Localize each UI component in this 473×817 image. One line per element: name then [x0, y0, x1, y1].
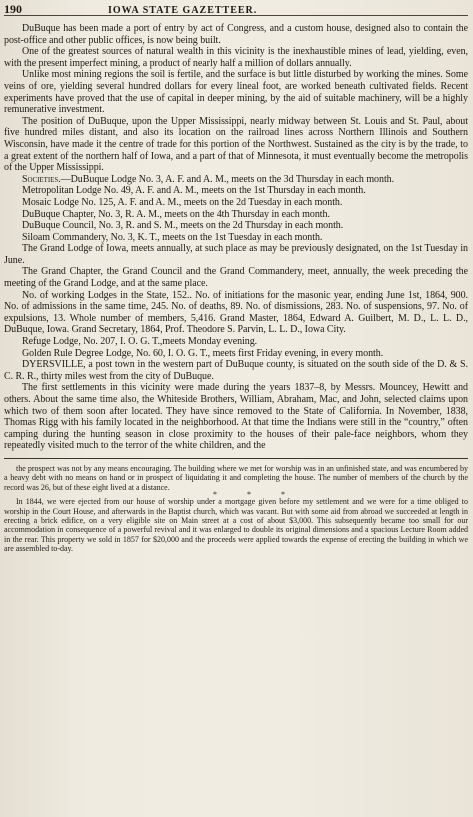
page-header	[4, 2, 468, 16]
footnote-prospect: the prospect was not by any means encouraging. The building where we met for worship was in an unfinished state, and was encumbered by a heavy debt with no means on hand or in prospect of liquidating it and completing the house. The number of members of the church by the record was 26, but of these eight lived at a distance.	[4, 463, 468, 492]
societies-label: Societies.	[22, 173, 61, 185]
society-line: Siloam Commandery, No. 3, K. T., meets on the 1st Tuesday in each month.	[22, 231, 323, 243]
paragraph-grand-chapter: The Grand Chapter, the Grand Council and the Grand Commandery, meet, annually, the week preceding the meeting of the Grand Lodge, and at the same place.	[4, 266, 468, 290]
section-stars: * * *	[213, 490, 299, 500]
paragraph-lodge-statistics: No. of working Lodges in the State, 152.. No. of initiations for the masonic year, ending June 1st, 1864, 900. No. of admissions in the same time, 245. No. of deaths, 89. No. of dismissions, 283. No. of suspensions, 97. No. of expulsions, 13. Whole number of members, 5,416. Grand Master, 1864, Edward A. Guilbert, M. D., L. L. D., DuBuque, Iowa. Grand Secretary, 1864, Prof. Theodore S. Parvin, L. L. D., Iowa City.	[4, 289, 468, 336]
society-line: DuBuque Council, No. 3, R. and S. M., meets on the 2d Thursday in each month.	[22, 220, 344, 232]
societies-intro: —DuBuque Lodge No. 3, A. F. and A. M., meets on the 3d Thursday in each month.	[60, 173, 395, 185]
paragraph-position: The position of DuBuque, upon the Upper Mississippi, nearly midway between St. Louis and St. Paul, about five hundred miles distant, and also its location on the railroad lines across Northern Illinois and Southern Wisconsin, have made it the centre of trade for this portion of the Northwest. Sustained as the city is by the trade, to a great extent of the northern half of Iowa, and a part of that of Minnesota, it must eventually become the metropolis of the Upper Mississippi.	[4, 115, 468, 174]
dyersville-text: , a post town in the western part of DuBuque county, is situated on the south side of the D. & S. C. R. R., thirty miles west from the city of DuBuque.	[4, 359, 468, 382]
paragraph-societies	[4, 174, 468, 186]
paragraph-dyersville	[4, 359, 468, 382]
page-number: 190	[4, 2, 22, 16]
paragraph-lead-mines: One of the greatest sources of natural wealth in this vicinity is the inexhaustible mines of lead, yielding, even, with the present imperfect mining, a product of nearly half a million of dollars annually.	[4, 46, 468, 69]
footnote-1844: In 1844, we were ejected from our house of worship under a mortgage given before my settlement and we were for a time obliged to worship in the Court House, and afterwards in the Baptist church, which was vacant. But with some aid from abroad we succeeded at length in erecting a brick edifice, on a very eligible site on Main street at a cost of about $3,000. This subsequently became too small for our accommodation in consequence of a powerful revival and it was enlarged to double its original dimensions and a spacious Lecture Room added in the rear. This property we sold in 1857 for $20,000 and the proceeds were applied towards the expense of erecting the building in which we are assembled to-day.	[4, 497, 468, 554]
paragraph-mining-soil: Unlike most mining regions the soil is fertile, and the surface is but little disturbed by working the mines. Some veins of ore, yielding several hundred dollars for every lineal foot, are worked beneath cultivated fields. Recent experiments have proved that the use of capital in deeper mining, by the aid of suitable machinery, will be a highly remunerative investment.	[4, 69, 468, 116]
paragraph-port-of-entry: DuBuque has been made a port of entry by act of Congress, and a custom house, designed also to contain the post-office and other public offices, is now being built.	[4, 23, 468, 46]
society-line: DuBuque Chapter, No. 3, R. A. M., meets on the 4th Thursday in each month.	[22, 208, 330, 220]
main-text	[4, 23, 468, 452]
running-head: IOWA STATE GAZETTEER.	[108, 5, 258, 16]
society-line: Metropolitan Lodge No. 49, A. F. and A. M., meets on the 1st Thursday in each month.	[22, 185, 366, 197]
society-line: Mosaic Lodge No. 125, A. F. and A. M., meets on the 2d Tuesday in each month.	[22, 196, 343, 208]
paragraph-grand-lodge: The Grand Lodge of Iowa, meets annually, at such place as may be previously designated, on the 1st Tuesday in June.	[4, 243, 468, 266]
footnotes	[4, 464, 468, 554]
dyersville-heading: DYERSVILLE	[22, 359, 84, 371]
footnote-divider	[4, 458, 468, 459]
paragraph-refuge-lodge: Refuge Lodge, No. 207, I. O. G. T.,meets Monday evening.	[22, 336, 258, 348]
paragraph-first-settlements: The first settlements in this vicinity were made during the years 1837–8, by Messrs. Mouncey, Hewitt and others. About the same time also, the Whiteside Brothers, William, Abraham, Mac, and John, selected claims upon which two of them soon after located. They have since removed to the State of California. In November, 1838, Thomas Rigg with his family located in the neighborhood. At that time the Indians were still in the “country,” often camping during the hunting season in close proximity to the houses of their pale-face neighbors, whom they repeatedly visited much to the terror of the white children, and the	[4, 382, 468, 452]
paragraph-golden-rule: Golden Rule Degree Lodge, No. 60, I. O. G. T., meets first Friday evening, in every month.	[22, 347, 384, 359]
